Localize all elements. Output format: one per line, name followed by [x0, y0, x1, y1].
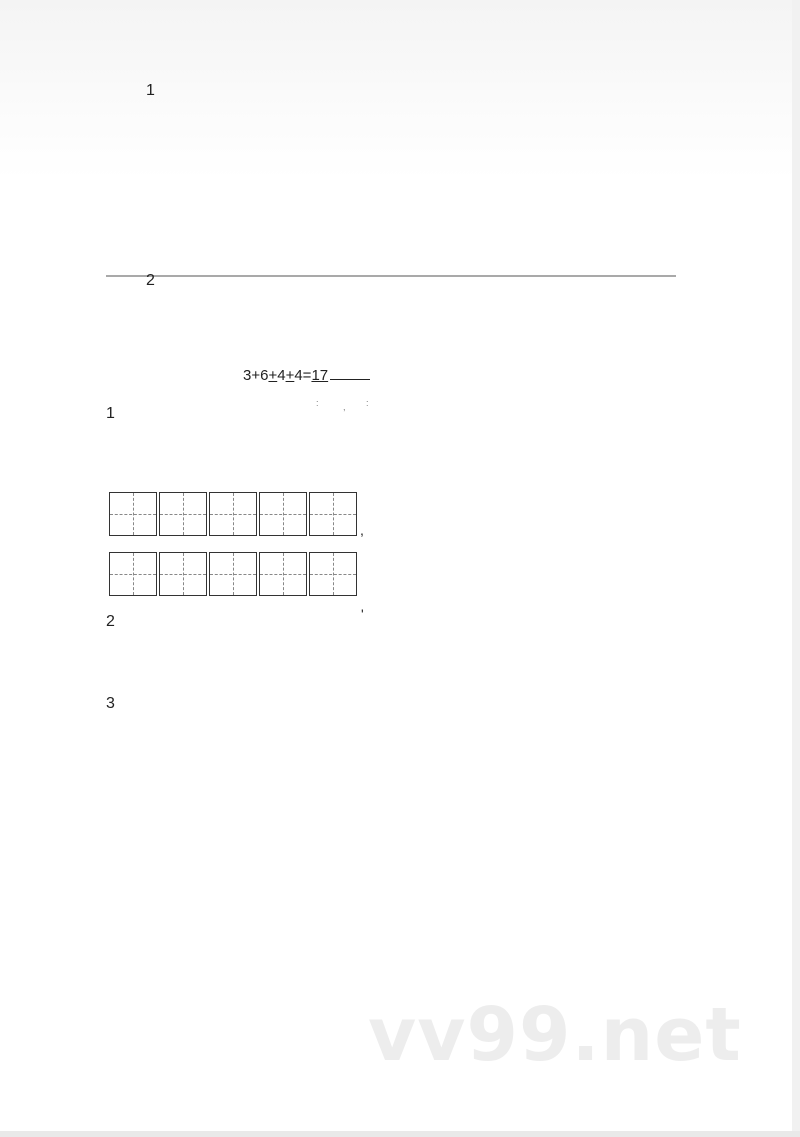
section-a-number-1: 1: [146, 82, 155, 99]
grid-cell: [259, 492, 307, 536]
right-shading: [792, 0, 800, 1137]
grid-comma-1: ,: [360, 522, 364, 538]
grid-cell: [309, 552, 357, 596]
writing-grid-row-2: [109, 552, 357, 596]
answer-blank-line: [330, 366, 370, 380]
watermark: vv99.net: [368, 992, 742, 1078]
formula-answer: 17: [311, 367, 329, 384]
section-a-number-2: 2: [146, 272, 155, 289]
section-b-number-1: 1: [106, 405, 115, 422]
formula-part-1: 3+6: [243, 367, 269, 384]
bottom-shading: [0, 1131, 800, 1137]
formula-part-3: 4=: [294, 367, 312, 384]
grid-cell: [259, 552, 307, 596]
formula-operator-2: +: [285, 367, 295, 384]
section-b-number-3: 3: [106, 695, 115, 712]
horizontal-rule: [106, 275, 676, 277]
grid-cell: [309, 492, 357, 536]
tick-mark-1: :: [316, 398, 319, 408]
grid-cell: [159, 552, 207, 596]
section-b-number-2: 2: [106, 613, 115, 630]
tick-mark-3: :: [366, 398, 369, 408]
tick-mark-2: ,: [343, 402, 346, 412]
grid-cell: [209, 552, 257, 596]
formula: [243, 366, 370, 385]
top-shading: [0, 0, 800, 180]
formula-operator-1: +: [268, 367, 278, 384]
writing-grid-row-1: [109, 492, 357, 536]
grid-cell: [209, 492, 257, 536]
formula-part-2: 4: [277, 367, 286, 384]
grid-cell: [159, 492, 207, 536]
grid-cell: [109, 492, 157, 536]
grid-comma-2: ': [361, 606, 364, 622]
grid-cell: [109, 552, 157, 596]
